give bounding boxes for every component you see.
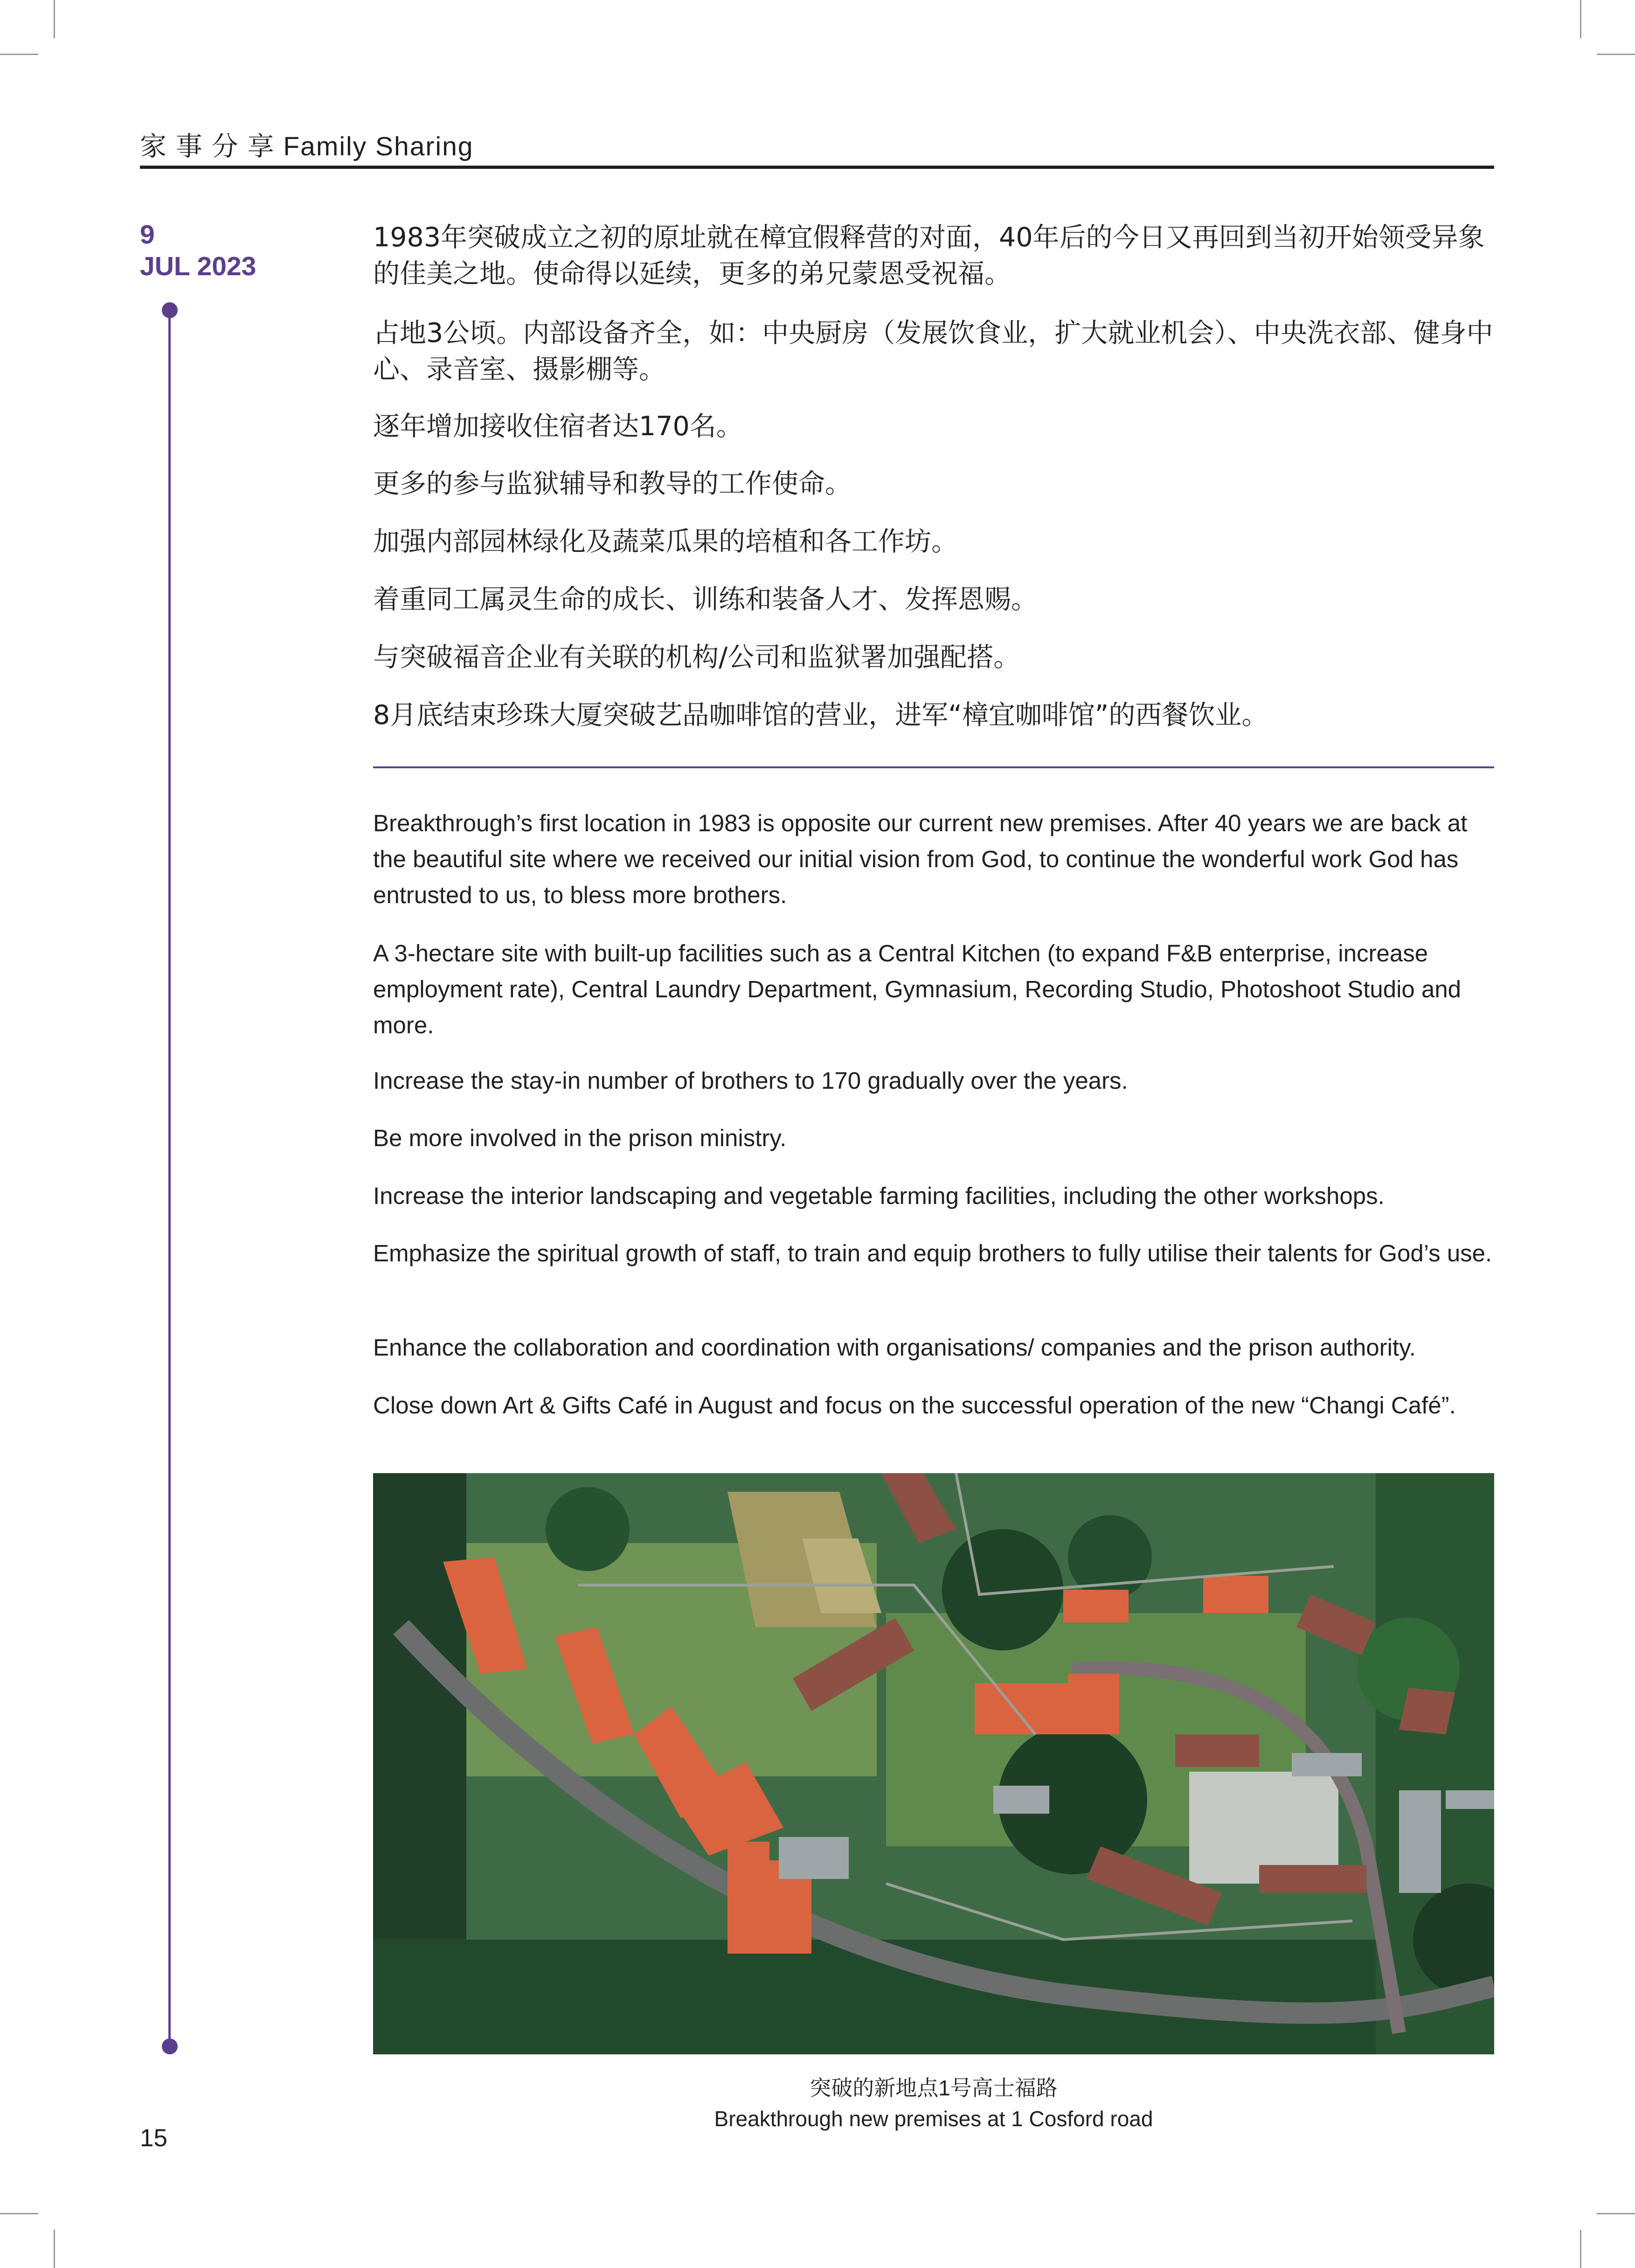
date-month-year: JUL 2023: [140, 251, 256, 281]
crop-mark: [1580, 2230, 1581, 2268]
timeline-line: [168, 310, 171, 2050]
chinese-paragraph: 更多的参与监狱辅导和教导的工作使命。: [373, 468, 852, 499]
english-paragraph: Emphasize the spiritual growth of staff, to train and equip brothers to fully utilise their talents for God’s use.: [373, 1240, 1492, 1266]
crop-mark: [1597, 54, 1635, 55]
crop-mark: [1580, 0, 1581, 38]
header-rule: [140, 166, 1494, 169]
chinese-paragraph: 与突破福音企业有关联的机构/公司和监狱署加强配搭。: [373, 642, 1020, 673]
timeline-dot-top: [162, 302, 178, 318]
english-paragraph: A 3-hectare site with built-up facilities such as a Central Kitchen (to expand F&B enterprise, increase employment rate), Central Laundry Department, Gymnasium, Recording Studio, Photoshoot Studio and more.: [373, 940, 1462, 1038]
chinese-paragraph: 着重同工属灵生命的成长、训练和装备人才、发挥恩赐。: [373, 584, 1038, 615]
photo-caption-zh: 突破的新地点1号高士福路: [810, 2076, 1058, 2100]
crop-mark: [0, 54, 38, 55]
english-paragraph: Enhance the collaboration and coordination with organisations/ companies and the prison authority.: [373, 1334, 1416, 1361]
chinese-paragraph: 逐年增加接收住宿者达170名。: [373, 411, 743, 442]
crop-mark: [1597, 2213, 1635, 2214]
english-paragraph: Close down Art & Gifts Café in August and focus on the successful operation of the new “Changi Café”.: [373, 1392, 1456, 1419]
chinese-paragraph: 1983年突破成立之初的原址就在樟宜假释营的对面，40年后的今日又再回到当初开始领受异象的佳美之地。使命得以延续，更多的弟兄蒙恩受祝福。: [373, 222, 1485, 289]
english-paragraph: Be more involved in the prison ministry.: [373, 1125, 787, 1151]
crop-mark: [54, 2230, 55, 2268]
english-paragraph: Increase the interior landscaping and vegetable farming facilities, including the other workshops.: [373, 1183, 1385, 1209]
section-divider: [373, 766, 1494, 768]
chinese-paragraph: 加强内部园林绿化及蔬菜瓜果的培植和各工作坊。: [373, 526, 958, 557]
english-paragraph: Increase the stay-in number of brothers to 170 gradually over the years.: [373, 1067, 1128, 1094]
crop-mark: [54, 0, 55, 38]
aerial-photo: [373, 1473, 1494, 2054]
section-header: 家 事 分 享 Family Sharing: [140, 132, 474, 161]
timeline-dot-bottom: [162, 2038, 178, 2054]
date-day: 9: [140, 220, 155, 250]
english-paragraph: Breakthrough’s first location in 1983 is opposite our current new premises. After 40 years we are back at the beautiful site where we received our initial vision from God, to continue the wonderful work God has entrusted to us, to bless more brothers.: [373, 810, 1468, 908]
photo-caption-en: Breakthrough new premises at 1 Cosford road: [714, 2107, 1153, 2131]
crop-mark: [0, 2213, 38, 2214]
chinese-paragraph: 8月底结束珍珠大厦突破艺品咖啡馆的营业，进军“樟宜咖啡馆”的西餐饮业。: [373, 700, 1268, 730]
chinese-paragraph: 占地3公顷。内部设备齐全，如：中央厨房（发展饮食业，扩大就业机会）、中央洗衣部、健身中心、录音室、摄影棚等。: [373, 318, 1493, 385]
page-number: 15: [140, 2124, 167, 2152]
